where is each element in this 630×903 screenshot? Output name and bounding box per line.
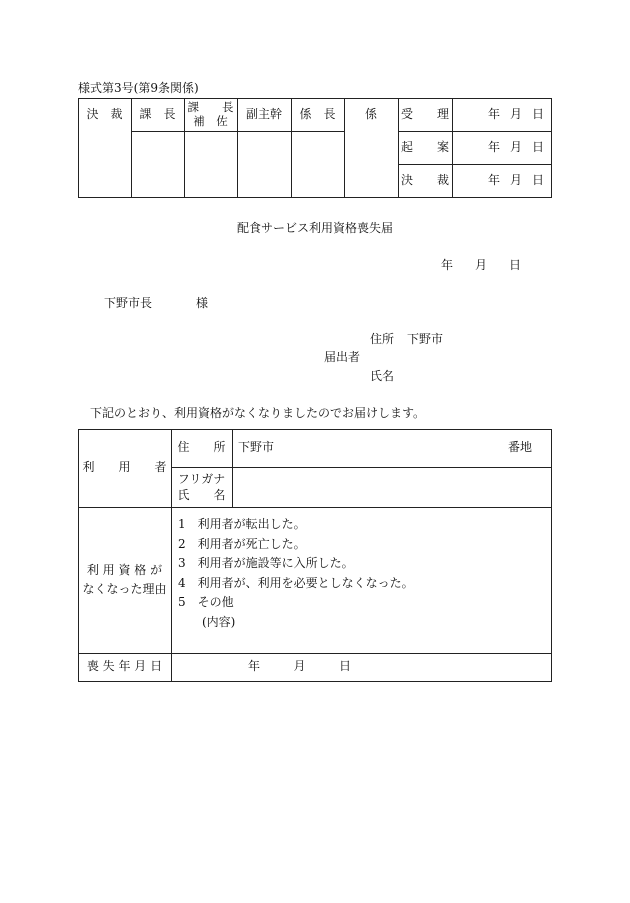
form-number: 様式第3号(第9条関係) xyxy=(78,81,199,95)
loss-date: 年 月 日 xyxy=(248,659,351,674)
submission-date: 年 月 日 xyxy=(441,258,521,272)
received-date: 年 月 日 xyxy=(488,106,544,121)
reason-item: 3 利用者が施設等に入所した。 xyxy=(178,556,354,570)
subsection-chief-header: 係 長 xyxy=(299,106,336,121)
applicant-address-label: 住所 xyxy=(370,332,395,346)
applicant-name-label: 氏名 xyxy=(370,369,395,383)
drafted-label: 起 案 xyxy=(400,139,449,154)
staff-header: 係 xyxy=(364,106,377,121)
deputy-header-top: 課 長 xyxy=(187,100,234,115)
applicant-label: 届出者 xyxy=(324,350,361,364)
user-address-value: 下野市 xyxy=(238,440,275,455)
drafted-date: 年 月 日 xyxy=(488,139,544,154)
reason-item: 5 その他 xyxy=(178,595,234,609)
user-address-label: 住 所 xyxy=(177,440,226,455)
reason-item: 1 利用者が転出した。 xyxy=(178,517,306,531)
user-address-suffix: 番地 xyxy=(507,440,532,455)
deputy-manager-header: 副主幹 xyxy=(245,106,282,121)
deputy-section-chief-header xyxy=(184,98,237,131)
reason-list xyxy=(178,515,414,632)
received-label: 受 理 xyxy=(400,106,449,121)
applicant-address-value: 下野市 xyxy=(407,332,444,346)
approved-date: 年 月 日 xyxy=(488,172,544,187)
reason-item: 4 利用者が、利用を必要としなくなった。 xyxy=(178,575,414,590)
deputy-header-bottom: 補 佐 xyxy=(193,113,228,128)
furigana-label: フリガナ xyxy=(177,471,226,486)
approval-decision-header: 決 裁 xyxy=(86,106,123,121)
furigana-name-label xyxy=(171,467,232,507)
loss-date-label: 喪 失 年 月 日 xyxy=(86,659,163,674)
approved-label: 決 裁 xyxy=(400,172,449,187)
intro-text: 下記のとおり、利用資格がなくなりましたのでお届けします。 xyxy=(90,406,426,420)
document-title: 配食サービス利用資格喪失届 xyxy=(236,221,393,235)
addressee-honorific: 様 xyxy=(196,296,209,310)
user-label: 利 用 者 xyxy=(82,460,167,475)
reason-item: 2 利用者が死亡した。 xyxy=(178,536,306,551)
name-label: 氏 名 xyxy=(177,488,226,502)
reason-detail-label: (内容) xyxy=(202,614,236,629)
section-chief-header: 課 長 xyxy=(139,106,176,121)
reason-label: 利 用 資 格 が なくなった理由 xyxy=(82,563,167,596)
addressee-name: 下野市長 xyxy=(104,296,153,310)
